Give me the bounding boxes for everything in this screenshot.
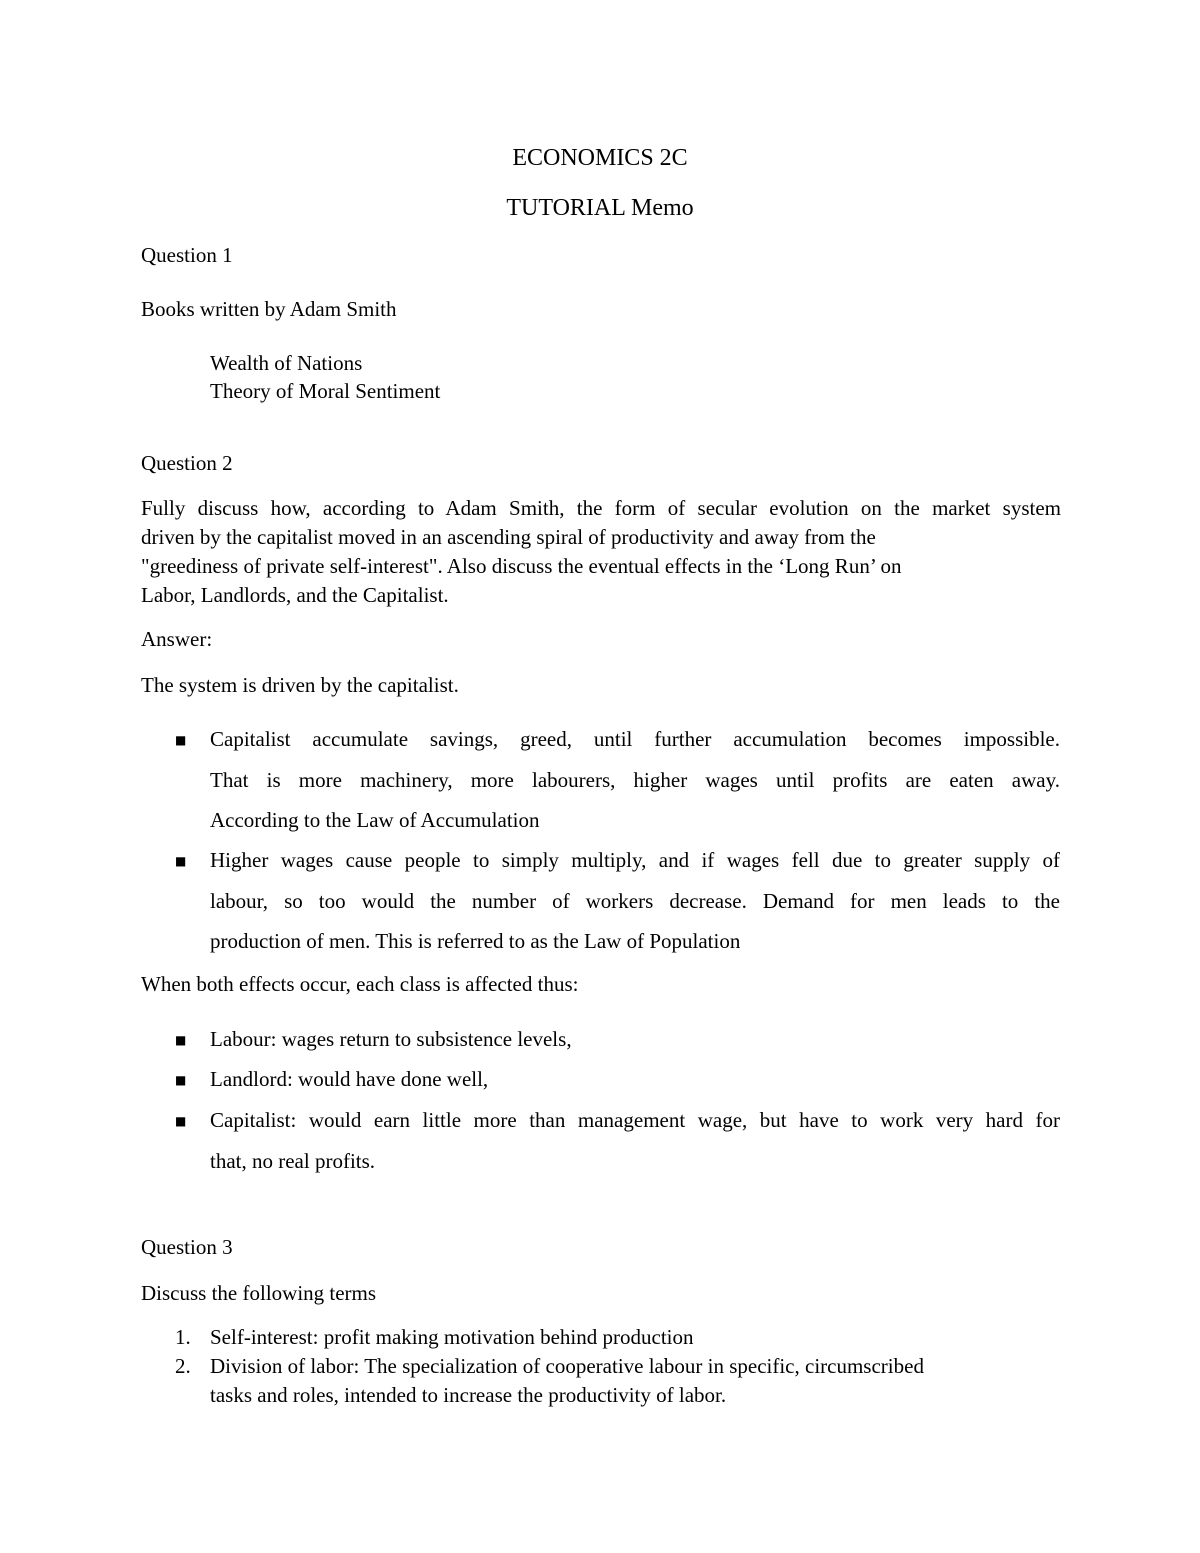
prompt-line: Fully discuss how, according to Adam Smith, the form of secular evolution on the market system bbox=[141, 496, 1061, 520]
effect-item bbox=[210, 1059, 1060, 1100]
effect-line: Capitalist: would earn little more than management wage, but have to work very hard for bbox=[210, 1108, 1060, 1132]
bullet-item bbox=[210, 719, 1060, 841]
bullet-line: According to the Law of Accumulation bbox=[210, 808, 540, 832]
bullet-icon: ■ bbox=[175, 733, 187, 747]
effect-item bbox=[210, 1019, 1060, 1060]
prompt-line: driven by the capitalist moved in an ascending spiral of productivity and away from the bbox=[141, 525, 876, 549]
question-3-label: Question 3 bbox=[141, 1235, 233, 1259]
term-item bbox=[210, 1323, 1060, 1352]
term-line: Division of labor: The specialization of cooperative labour in specific, circumscribed bbox=[210, 1354, 924, 1378]
bullet-icon: ■ bbox=[175, 1073, 187, 1087]
bullet-line: labour, so too would the number of workers decrease. Demand for men leads to the bbox=[210, 888, 1060, 913]
effect-line: Landlord: would have done well, bbox=[210, 1067, 489, 1091]
effect-line: Labour: wages return to subsistence levels, bbox=[210, 1027, 572, 1051]
document-subtitle: TUTORIAL Memo bbox=[506, 195, 694, 221]
bullet-line: Higher wages cause people to simply multiply, and if wages fell due to greater supply of bbox=[210, 848, 1060, 872]
question-1-prompt: Books written by Adam Smith bbox=[141, 297, 397, 321]
list-number: 2. bbox=[175, 1354, 191, 1378]
bullet-icon: ■ bbox=[175, 854, 187, 868]
effects-intro: When both effects occur, each class is affected thus: bbox=[141, 972, 579, 996]
bullet-icon: ■ bbox=[175, 1033, 187, 1047]
bullet-line: Capitalist accumulate savings, greed, until further accumulation becomes impossible. bbox=[210, 727, 1060, 751]
bullet-line: production of men. This is referred to as the Law of Population bbox=[210, 929, 741, 953]
question-3-prompt: Discuss the following terms bbox=[141, 1281, 377, 1305]
question-2-prompt bbox=[141, 494, 1061, 610]
book-item: Theory of Moral Sentiment bbox=[210, 379, 441, 403]
effect-line: that, no real profits. bbox=[210, 1148, 376, 1173]
question-1-label: Question 1 bbox=[141, 243, 233, 267]
bullet-icon: ■ bbox=[175, 1114, 187, 1128]
prompt-line: Labor, Landlords, and the Capitalist. bbox=[141, 583, 449, 607]
prompt-line: "greediness of private self-interest". Also discuss the eventual effects in the ‘Long Run’ on bbox=[141, 554, 902, 578]
question-2-label: Question 2 bbox=[141, 451, 233, 475]
answer-intro: The system is driven by the capitalist. bbox=[141, 673, 459, 697]
term-item bbox=[210, 1352, 1060, 1410]
term-line: Self-interest: profit making motivation behind production bbox=[210, 1325, 694, 1349]
answer-label: Answer: bbox=[141, 627, 213, 651]
list-number: 1. bbox=[175, 1325, 191, 1349]
book-item: Wealth of Nations bbox=[210, 351, 363, 375]
term-line: tasks and roles, intended to increase the productivity of labor. bbox=[210, 1383, 727, 1407]
document-title: ECONOMICS 2C bbox=[512, 145, 688, 171]
bullet-item bbox=[210, 840, 1060, 962]
effect-item bbox=[210, 1100, 1060, 1181]
bullet-line: That is more machinery, more labourers, higher wages until profits are eaten away. bbox=[210, 767, 1060, 792]
